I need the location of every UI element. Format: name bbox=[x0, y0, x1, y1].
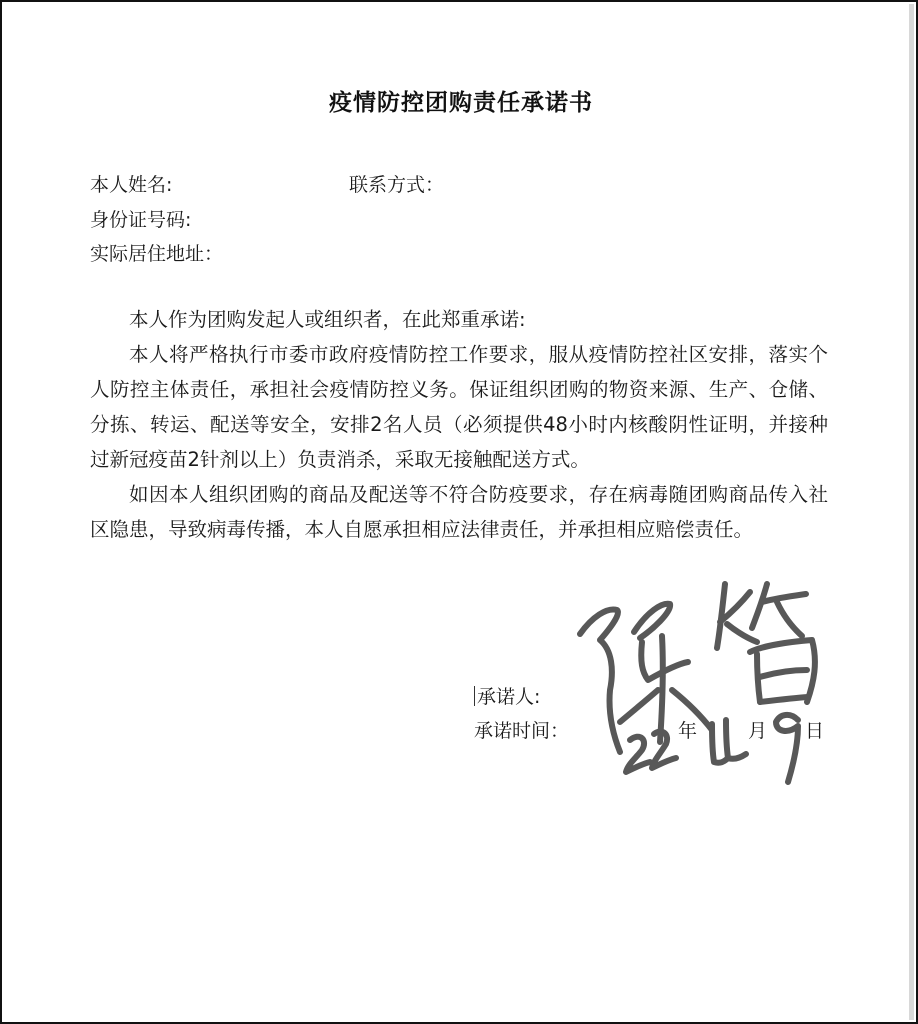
page-edge-strip bbox=[909, 4, 914, 1020]
month-suffix: 月 bbox=[748, 720, 768, 742]
id-number-field-label: 身份证号码: bbox=[90, 209, 192, 231]
day-suffix: 日 bbox=[805, 720, 825, 742]
date-line bbox=[474, 716, 569, 743]
paragraph-obligations: 本人将严格执行市委市政府疫情防控工作要求，服从疫情防控社区安排，落实个人防控主体责任，承担社会疫情防控义务。保证组织团购的物资来源、生产、仓储、分拣、转运、配送等安全，安排2名人员（必须提供48小时内核酸阴性证明，并接种过新冠疫苗2针剂以上）负责消杀，采取无接触配送方式。 bbox=[90, 343, 828, 471]
date-label: 承诺时间： bbox=[474, 720, 570, 742]
signer-label: 承诺人: bbox=[477, 686, 541, 708]
paragraph-liability: 如因本人组织团购的商品及配送等不符合防疫要求，存在病毒随团购商品传入社区隐患，导致病毒传播，本人自愿承担相应法律责任，并承担相应赔偿责任。 bbox=[90, 483, 828, 541]
handwritten-signature bbox=[562, 572, 832, 802]
signer-line bbox=[474, 682, 540, 709]
contact-field-label: 联系方式： bbox=[349, 174, 445, 196]
paragraph-intro: 本人作为团购发起人或组织者，在此郑重承诺: bbox=[129, 308, 526, 331]
document-title: 疫情防控团购责任承诺书 bbox=[329, 90, 593, 116]
address-field-label: 实际居住地址： bbox=[90, 243, 224, 265]
commitment-body bbox=[90, 302, 828, 547]
year-suffix: 年 bbox=[678, 720, 698, 742]
name-field-label: 本人姓名: bbox=[90, 174, 173, 196]
text-cursor bbox=[474, 686, 475, 706]
